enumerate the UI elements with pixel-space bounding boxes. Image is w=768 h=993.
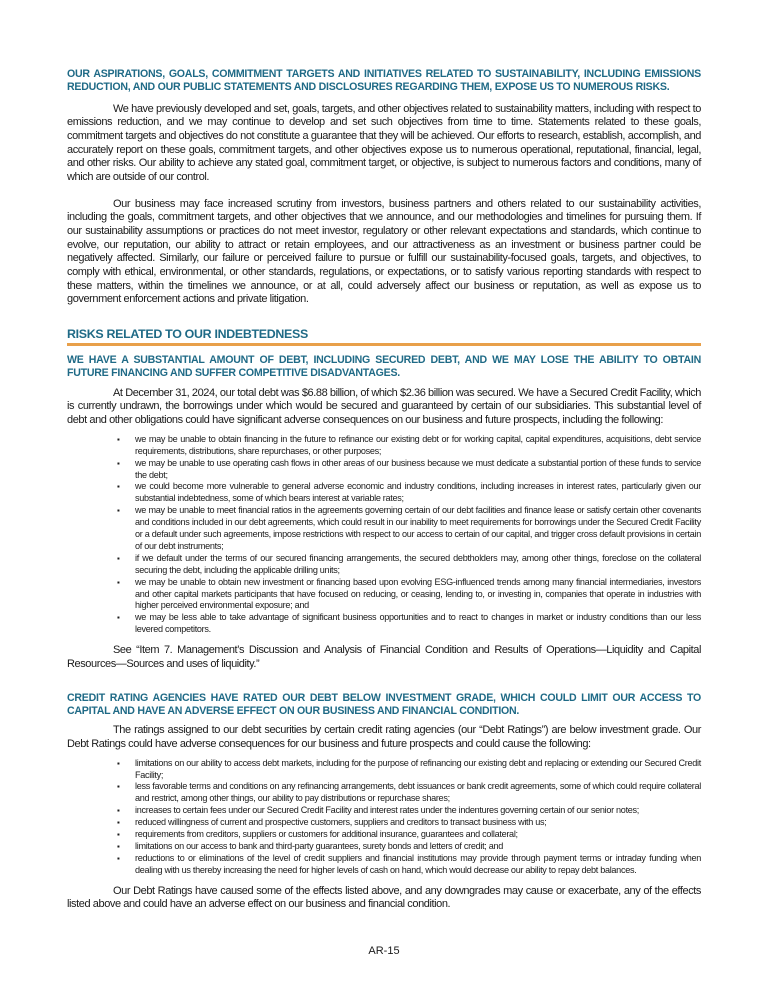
bullet-square-icon: ▪ [117,782,120,792]
bullet-square-icon: ▪ [117,853,120,863]
bullet-text: we may be unable to meet financial ratios in the agreements governing certain of our debt facilities and finance lease or satisfy certain other covenants and conditions included in our debt agreements, which could result in our inability to meet requirements for borrowings under the Secured Credit Facility or a default under such agreements, impose restrictions with respect to our access to certain of our capital, and trigger cross default provisions in certain of our debt instruments; [135,505,701,551]
bullet-item [67,481,701,505]
bullet-square-icon: ▪ [117,506,120,516]
bullet-square-icon: ▪ [117,434,120,444]
paragraph: Our business may face increased scrutiny from investors, business partners and others related to our sustainability activities, including the goals, commitment targets, and other objectives that we announce, and our methodologies and timelines for pursuing them. If our sustainability assumptions or practices do not meet investor, regulatory or other relevant expectations and standards, which continue to evolve, our reputation, our ability to attract or retain employees, and our attractiveness as an investment or business partner could be negatively affected. Similarly, our failure or perceived failure to pursue or fulfill our sustainability-focused goals, targets, and objectives, to comply with ethical, environmental, or other standards, regulations, or expectations, or to satisfy various reporting standards with respect to these matters, within the timelines we announce, or at all, could adversely affect our business or reputation, as well as expose us to government enforcement actions and private litigation. [67,197,701,306]
bullet-square-icon: ▪ [117,577,120,587]
bullet-list [67,758,701,877]
bullet-list [67,434,701,636]
risk-heading-debt: WE HAVE A SUBSTANTIAL AMOUNT OF DEBT, INCLUDING SECURED DEBT, AND WE MAY LOSE THE ABILITY TO OBTAIN FUTURE FINANCING AND SUFFER COMPETITIVE DISADVANTAGES. [67,354,701,380]
risk-heading-sustainability: OUR ASPIRATIONS, GOALS, COMMITMENT TARGETS AND INITIATIVES RELATED TO SUSTAINABILITY, INCLUDING EMISSIONS REDUCTION, AND OUR PUBLIC STATEMENTS AND DISCLOSURES REGARDING THEM, EXPOSE US TO NUMEROUS RISKS. [67,68,701,94]
bullet-square-icon: ▪ [117,758,120,768]
bullet-text: limitations on our access to bank and third-party guarantees, surety bonds and letters of credit; and [135,840,504,851]
bullet-text: reductions to or eliminations of the level of credit suppliers and financial institutions may provide through payment terms or intraday funding when dealing with us thereby increasing the need for higher levels of cash on hand, which would decrease our ability to repay debt balances. [135,852,701,875]
bullet-square-icon: ▪ [117,458,120,468]
bullet-text: we may be unable to obtain new investment or financing based upon evolving ESG-influenced trends among many financial intermediaries, investors and other capital markets participants that have focused on reducing, or ceasing, lending to, or investing in, companies that operate in industries with higher perceived environmental exposure; and [135,576,701,611]
bullet-item [67,841,701,853]
bullet-text: if we default under the terms of our secured financing arrangements, the secured debtholders may, among other things, foreclose on the collateral securing the debt, including the applicable drilling units; [135,552,701,575]
bullet-text: we could become more vulnerable to general adverse economic and industry conditions, including increases in interest rates, particularly given our substantial indebtedness, some of which bears interest at variable rates; [135,481,701,504]
bullet-item [67,758,701,782]
bullet-square-icon: ▪ [117,613,120,623]
bullet-item [67,434,701,458]
bullet-text: increases to certain fees under our Secured Credit Facility and interest rates under the indentures governing certain of our senior notes; [135,805,640,816]
bullet-text: reduced willingness of current and prospective customers, suppliers and creditors to transact business with us; [135,817,547,828]
bullet-item [67,853,701,877]
bullet-text: we may be unable to use operating cash flows in other areas of our business because we must dedicate a substantial portion of these funds to service the debt; [135,457,701,480]
bullet-item [67,612,701,636]
bullet-text: less favorable terms and conditions on any refinancing arrangements, debt issuances or bank credit agreements, some of which could require collateral and restrict, among other things, our ability to pay distributions or repurchase shares; [135,781,701,804]
paragraph: The ratings assigned to our debt securities by certain credit rating agencies (our “Debt Ratings”) are below investment grade. Our Debt Ratings could have adverse consequences for our business and future prospects and could cause the following: [67,724,701,750]
bullet-square-icon: ▪ [117,841,120,851]
bullet-item [67,553,701,577]
page-number: AR-15 [368,945,400,957]
bullet-text: we may be unable to obtain financing in the future to refinance our existing debt or for working capital, capital expenditures, acquisitions, debt service requirements, distributions, share repurchases, or other purposes; [135,433,701,456]
bullet-item [67,458,701,482]
risk-heading-credit-rating: CREDIT RATING AGENCIES HAVE RATED OUR DEBT BELOW INVESTMENT GRADE, WHICH COULD LIMIT OUR ACCESS TO CAPITAL AND HAVE AN ADVERSE EFFECT ON OUR BUSINESS AND FINANCIAL CONDITION. [67,691,701,717]
paragraph: Our Debt Ratings have caused some of the effects listed above, and any downgrades may cause or exacerbate, any of the effects listed above and could have an adverse effect on our business and financial condition. [67,884,701,911]
bullet-square-icon: ▪ [117,482,120,492]
bullet-item [67,817,701,829]
section-title: RISKS RELATED TO OUR INDEBTEDNESS [67,327,701,346]
bullet-text: we may be less able to take advantage of significant business opportunities and to react to changes in market or industry conditions than our less levered competitors. [135,612,701,635]
document-page [67,68,701,912]
paragraph: See “Item 7. Management’s Discussion and Analysis of Financial Condition and Results of Operations—Liquidity and Capital Resources—Sources and uses of liquidity.” [67,644,701,670]
bullet-square-icon: ▪ [117,818,120,828]
bullet-square-icon: ▪ [117,553,120,563]
bullet-text: limitations on our ability to access debt markets, including for the purpose of refinancing our existing debt and replacing or extending our Secured Credit Facility; [135,757,701,780]
paragraph: We have previously developed and set, goals, targets, and other objectives related to sustainability matters, including with respect to emissions reduction, and we may continue to develop and set such objectives from time to time. Statements related to these goals, commitment targets and objectives do not constitute a guarantee that they will be achieved. Our efforts to research, establish, accomplish, and accurately report on these goals, commitment targets, and other objectives expose us to numerous operational, reputational, financial, legal, and other risks. Our ability to achieve any stated goal, commitment target, or objective, is subject to numerous factors and conditions, many of which are outside of our control. [67,102,701,184]
bullet-square-icon: ▪ [117,830,120,840]
paragraph: At December 31, 2024, our total debt was $6.88 billion, of which $2.36 billion was secured. We have a Secured Credit Facility, which is currently undrawn, the borrowings under which would be secured and guaranteed by certain of our subsidiaries. This substantial level of debt and other obligations could have significant adverse consequences on our business and future prospects, including the following: [67,386,701,427]
bullet-item [67,781,701,805]
bullet-square-icon: ▪ [117,806,120,816]
bullet-item [67,805,701,817]
bullet-item [67,577,701,613]
bullet-item [67,505,701,553]
bullet-text: requirements from creditors, suppliers or customers for additional insurance, guarantees and collateral; [135,829,518,840]
bullet-item [67,829,701,841]
